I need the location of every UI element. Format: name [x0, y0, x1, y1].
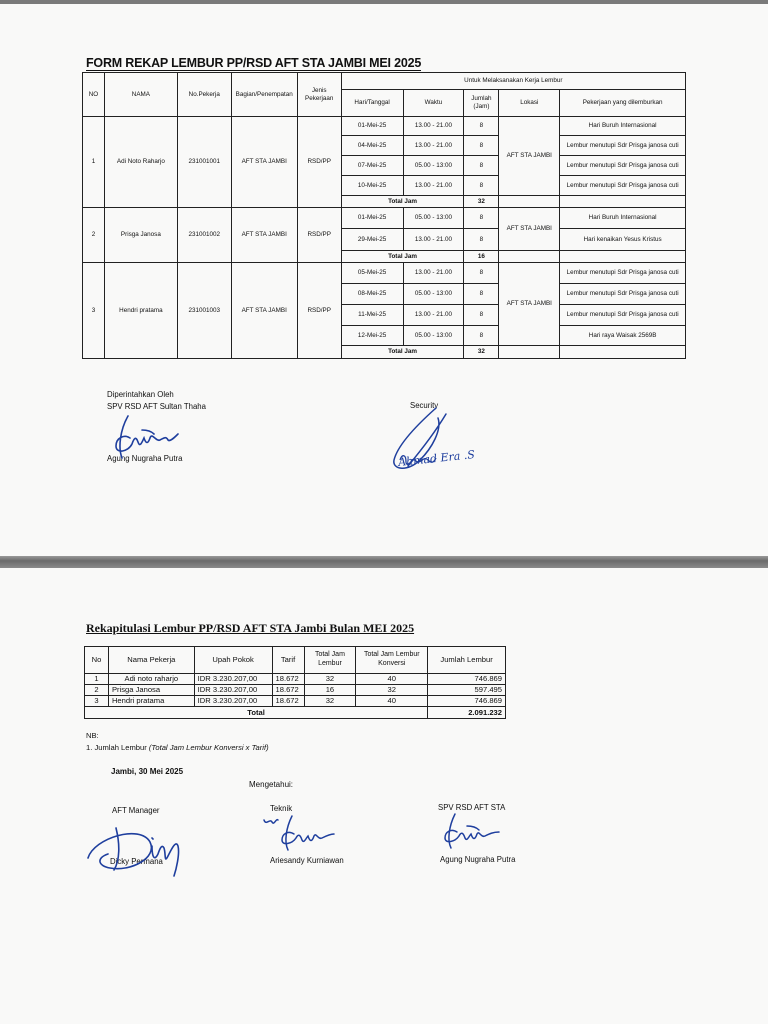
- row-tanggal: 01-Mei-25: [341, 117, 403, 136]
- row-tanggal: 01-Mei-25: [341, 208, 403, 229]
- row-jam: 8: [464, 156, 499, 176]
- emp-bagian: AFT STA JAMBI: [231, 117, 297, 208]
- summary-cell-jam: 16: [304, 685, 356, 696]
- summary-cell-upah: IDR 3.230.207,00: [194, 674, 272, 685]
- emp-no: 1: [83, 117, 105, 208]
- footnote-text: 1. Jumlah Lembur: [86, 742, 149, 752]
- row-tanggal: 08-Mei-25: [341, 284, 403, 305]
- emp-jenis: RSD/PP: [297, 208, 341, 263]
- total-jam-value: 16: [464, 251, 499, 263]
- row-pekerjaan: Lembur menutupi Sdr Prisga janosa cuti: [560, 284, 686, 305]
- summary-total-value: 2.091.232: [428, 707, 506, 719]
- row-waktu: 13.00 - 21.00: [403, 117, 464, 136]
- summary-cell-no: 3: [85, 696, 109, 707]
- row-tanggal: 05-Mei-25: [341, 263, 403, 284]
- summary-cell-tarif: 18.672: [272, 674, 304, 685]
- row-jam: 8: [464, 284, 499, 305]
- signature-spv: [102, 408, 202, 468]
- empty-cell: [499, 251, 560, 263]
- emp-nama: Hendri pratama: [104, 263, 177, 359]
- emp-jenis: RSD/PP: [297, 117, 341, 208]
- row-pekerjaan: Hari Buruh Internasional: [560, 208, 686, 229]
- row-pekerjaan: Hari raya Waisak 2569B: [560, 326, 686, 346]
- page-divider: [0, 556, 768, 568]
- sign-line-2: SPV RSD AFT Sultan Thaha: [107, 401, 206, 411]
- total-jam-value: 32: [464, 196, 499, 208]
- emp-bagian: AFT STA JAMBI: [231, 208, 297, 263]
- empty-cell: [499, 346, 560, 359]
- emp-jenis: RSD/PP: [297, 263, 341, 359]
- header-hari: Hari/Tanggal: [341, 90, 403, 117]
- summary-cell-konversi: 40: [356, 696, 428, 707]
- summary-header-konversi: Total Jam Lembur Konversi: [356, 647, 428, 674]
- summary-cell-jumlah: 746.869: [428, 674, 506, 685]
- total-jam-label: Total Jam: [341, 196, 464, 208]
- signature-security: [388, 404, 508, 484]
- summary-cell-tarif: 18.672: [272, 685, 304, 696]
- summary-total-label: Total: [85, 707, 428, 719]
- signer-name: Agung Nugraha Putra: [440, 855, 516, 864]
- signer-name: Ariesandy Kurniawan: [270, 856, 344, 865]
- row-jam: 8: [464, 176, 499, 196]
- summary-cell-jumlah: 746.869: [428, 696, 506, 707]
- signer-name: Agung Nugraha Putra: [107, 454, 183, 463]
- summary-header-tarif: Tarif: [272, 647, 304, 674]
- row-pekerjaan: Lembur menutupi Sdr Prisga janosa cuti: [560, 176, 686, 196]
- summary-header-upah: Upah Pokok: [194, 647, 272, 674]
- row-waktu: 05.00 - 13:00: [403, 156, 464, 176]
- row-waktu: 13.00 - 21.00: [403, 229, 464, 251]
- summary-cell-jam: 32: [304, 696, 356, 707]
- summary-header-jumlah: Jumlah Lembur: [428, 647, 506, 674]
- row-tanggal: 12-Mei-25: [341, 326, 403, 346]
- row-jam: 8: [464, 208, 499, 229]
- row-pekerjaan: Lembur menutupi Sdr Prisga janosa cuti: [560, 263, 686, 284]
- form-title: FORM REKAP LEMBUR PP/RSD AFT STA JAMBI MEI 2025: [86, 56, 422, 70]
- summary-cell-no: 1: [85, 674, 109, 685]
- summary-header-nama: Nama Pekerja: [108, 647, 194, 674]
- footnote-item: [86, 742, 269, 754]
- signer-role: AFT Manager: [112, 806, 160, 815]
- signature-spv-sta: [435, 810, 525, 854]
- row-waktu: 13.00 - 21.00: [403, 136, 464, 156]
- signer-role: SPV RSD AFT STA: [438, 803, 506, 812]
- empty-cell: [499, 196, 560, 208]
- footnote: [86, 730, 269, 754]
- row-waktu: 05.00 - 13:00: [403, 326, 464, 346]
- row-waktu: 05.00 - 13:00: [403, 208, 464, 229]
- summary-header-total-jam: Total Jam Lembur: [304, 647, 356, 674]
- row-pekerjaan: Hari kenaikan Yesus Kristus: [560, 229, 686, 251]
- emp-lokasi: AFT STA JAMBI: [499, 208, 560, 251]
- row-tanggal: 10-Mei-25: [341, 176, 403, 196]
- sign-line-1: Diperintahkan Oleh: [107, 390, 174, 399]
- row-waktu: 13.00 - 21.00: [403, 305, 464, 326]
- row-jam: 8: [464, 263, 499, 284]
- header-jumlah: Jumlah (Jam): [464, 90, 499, 117]
- place-date: Jambi, 30 Mei 2025: [111, 767, 184, 776]
- empty-cell: [560, 346, 686, 359]
- total-jam-label: Total Jam: [341, 251, 464, 263]
- row-tanggal: 29-Mei-25: [341, 229, 403, 251]
- empty-cell: [560, 196, 686, 208]
- row-pekerjaan: Hari Buruh Internasional: [560, 117, 686, 136]
- signature-manager: [80, 818, 200, 880]
- row-jam: 8: [464, 326, 499, 346]
- row-pekerjaan: Lembur menutupi Sdr Prisga janosa cuti: [560, 156, 686, 176]
- security-label: Security: [410, 401, 439, 410]
- empty-cell: [560, 251, 686, 263]
- row-waktu: 13.00 - 21.00: [403, 176, 464, 196]
- emp-no-pekerja: 231001003: [177, 263, 231, 359]
- row-waktu: 13.00 - 21.00: [403, 263, 464, 284]
- total-jam-label: Total Jam: [341, 346, 464, 359]
- summary-page: [0, 568, 768, 1024]
- summary-cell-no: 2: [85, 685, 109, 696]
- emp-lokasi: AFT STA JAMBI: [499, 263, 560, 346]
- header-group: Untuk Melaksanakan Kerja Lembur: [341, 73, 685, 90]
- emp-nama: Adi Noto Raharjo: [104, 117, 177, 208]
- signer-role: Teknik: [270, 804, 293, 813]
- summary-cell-jumlah: 597.495: [428, 685, 506, 696]
- header-jenis: Jenis Pekerjaan: [297, 73, 341, 117]
- summary-cell-upah: IDR 3.230.207,00: [194, 696, 272, 707]
- header-pekerjaan: Pekerjaan yang dilemburkan: [560, 90, 686, 117]
- footnote-formula: (Total Jam Lembur Konversi x Tarif): [148, 742, 269, 752]
- row-jam: 8: [464, 136, 499, 156]
- row-pekerjaan: Lembur menutupi Sdr Prisga janosa cuti: [560, 305, 686, 326]
- row-tanggal: 07-Mei-25: [341, 156, 403, 176]
- acknowledge-label: Mengetahui:: [249, 780, 294, 789]
- row-tanggal: 04-Mei-25: [341, 136, 403, 156]
- summary-cell-upah: IDR 3.230.207,00: [194, 685, 272, 696]
- summary-header-no: No: [85, 647, 109, 674]
- emp-no-pekerja: 231001001: [177, 117, 231, 208]
- emp-bagian: AFT STA JAMBI: [231, 263, 297, 359]
- emp-no-pekerja: 231001002: [177, 208, 231, 263]
- header-no-pekerja: No.Pekerja: [177, 73, 231, 117]
- signer-name: Dicky Permana: [110, 857, 163, 866]
- summary-cell-jam: 32: [304, 674, 356, 685]
- row-tanggal: 11-Mei-25: [341, 305, 403, 326]
- summary-title: Rekapitulasi Lembur PP/RSD AFT STA Jambi Bulan MEI 2025: [86, 621, 415, 635]
- overtime-form-table: [82, 72, 686, 359]
- header-lokasi: Lokasi: [499, 90, 560, 117]
- summary-cell-nama: Adi noto raharjo: [108, 674, 194, 685]
- emp-nama: Prisga Janosa: [104, 208, 177, 263]
- summary-cell-tarif: 18.672: [272, 696, 304, 707]
- summary-table: [84, 646, 506, 719]
- summary-cell-nama: Prisga Janosa: [108, 685, 194, 696]
- row-jam: 8: [464, 117, 499, 136]
- header-no: NO: [83, 73, 105, 117]
- summary-cell-nama: Hendri pratama: [108, 696, 194, 707]
- emp-lokasi: AFT STA JAMBI: [499, 117, 560, 196]
- row-jam: 8: [464, 229, 499, 251]
- row-pekerjaan: Lembur menutupi Sdr Prisga janosa cuti: [560, 136, 686, 156]
- emp-no: 3: [83, 263, 105, 359]
- summary-cell-konversi: 32: [356, 685, 428, 696]
- footnote-label: NB:: [86, 731, 99, 740]
- row-jam: 8: [464, 305, 499, 326]
- header-bagian: Bagian/Penempatan: [231, 73, 297, 117]
- header-waktu: Waktu: [403, 90, 464, 117]
- signature-teknik: [262, 812, 352, 856]
- row-waktu: 05.00 - 13:00: [403, 284, 464, 305]
- summary-cell-konversi: 40: [356, 674, 428, 685]
- emp-no: 2: [83, 208, 105, 263]
- security-name: Ahmad Era .S: [397, 448, 476, 469]
- header-nama: NAMA: [104, 73, 177, 117]
- total-jam-value: 32: [464, 346, 499, 359]
